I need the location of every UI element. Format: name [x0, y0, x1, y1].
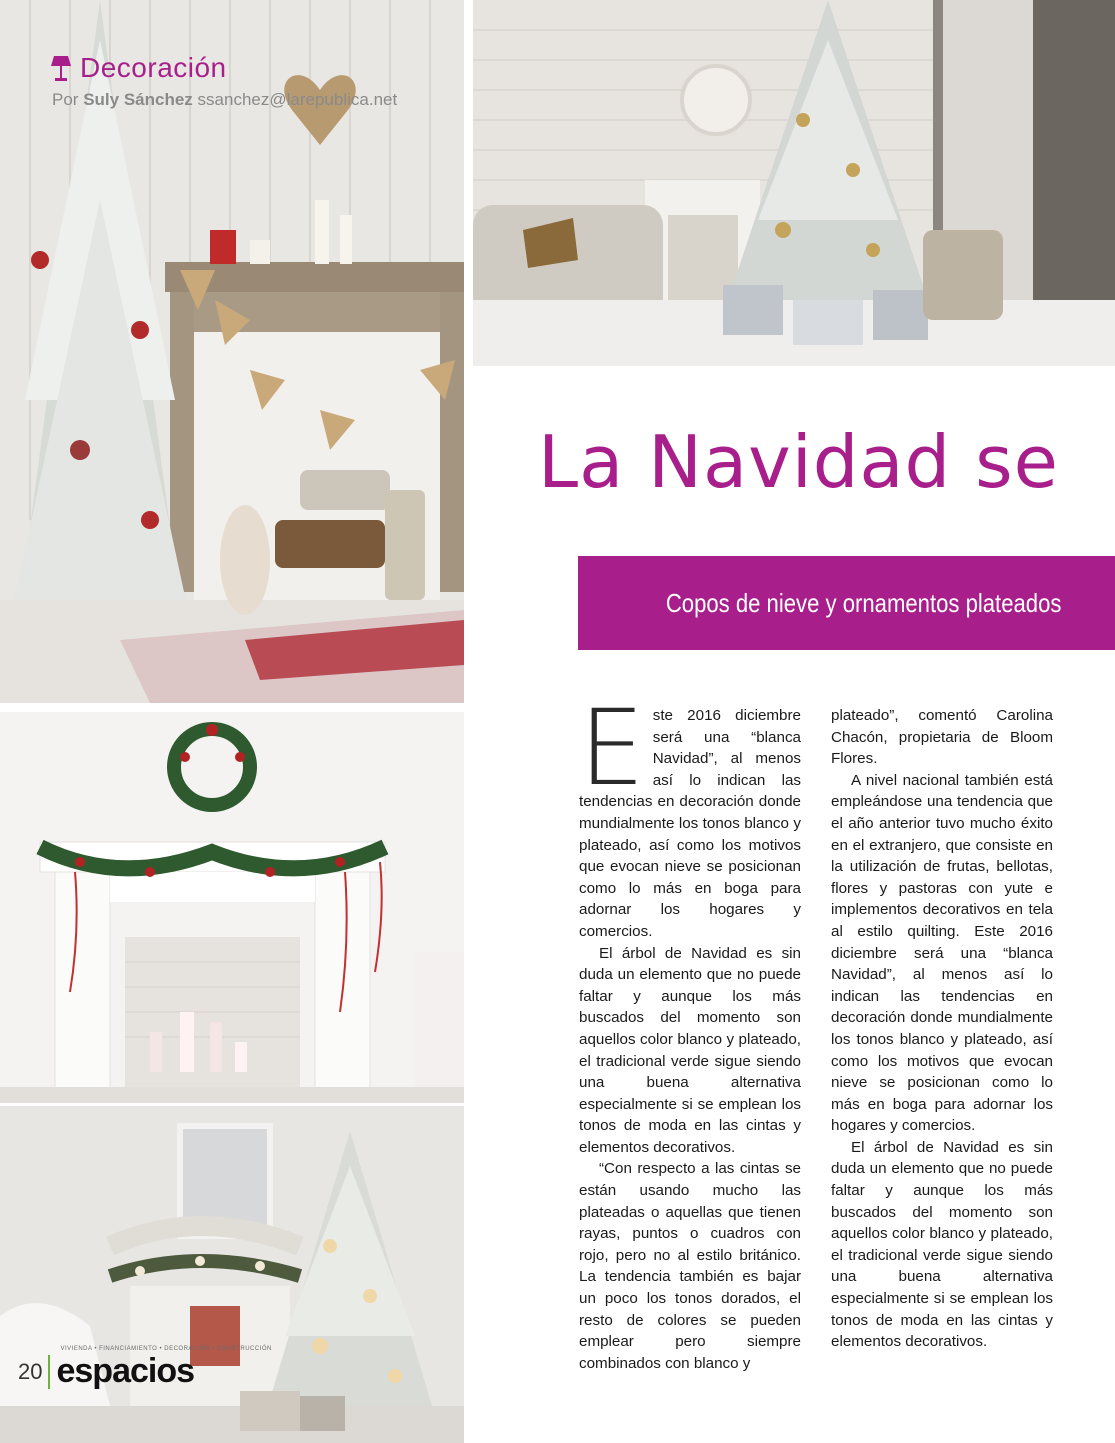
subtitle-bar	[578, 556, 1115, 650]
footer-divider	[48, 1355, 50, 1389]
section-header	[50, 52, 227, 84]
article-headline: La Navidad se	[538, 420, 1059, 504]
dropcap: E	[579, 687, 645, 809]
page-footer	[18, 1346, 272, 1391]
paragraph: A nivel nacional también está empleándose una tendencia que el año anterior tuvo mucho éxito en el extranjero, que consiste en la utilización de frutas, bellotas, flores y pastoras con yute e implementos decorativos en tela al estilo quilting. Este 2016 diciembre será una “blanca Navidad”, al menos así lo indican las tendencias en decoración donde mundialmente los tonos blanco y plateado, así como los motivos que evocan nieve se posicionan como lo más en boga para adornar los hogares y comercios.	[831, 771, 1053, 1135]
article-column-1	[579, 687, 801, 1374]
article-column-2	[831, 705, 1053, 1353]
photo-fireplace-wreath-garland	[0, 712, 464, 1103]
paragraph: plateado”, comentó Carolina Chacón, propietaria de Bloom Flores.	[831, 707, 1053, 768]
author-email[interactable]: ssanchez@larepublica.net	[197, 90, 398, 109]
paragraph: El árbol de Navidad es sin duda un elemento que no puede faltar y aunque los más buscados del momento son aquellos color blanco y plateado, el tradicional verde sigue siendo una buena alternativa especialmente si se emplean los tonos de moda en las cintas y elementos decorativos.	[831, 1138, 1053, 1351]
paragraph: El árbol de Navidad es sin duda un elemento que no puede faltar y aunque los más buscados del momento son aquellos color blanco y plateado, el tradicional verde sigue siendo una buena alternativa especialmente si se emplean los tonos de moda en las cintas y elementos decorativos.	[579, 944, 801, 1156]
brand-logo	[56, 1346, 272, 1391]
paragraph: “Con respecto a las cintas se están usando mucho las plateadas o aquellas que tienen rayas, puntos o cuadros con rojo, pero no al estilo británico. La tendencia también es bajar un poco los tonos dorados, el resto de colores se pueden emplear pero siempre combinados con blanco y	[579, 1160, 801, 1372]
photo-white-room-tree	[0, 1106, 464, 1443]
brand-name: espacios	[56, 1352, 195, 1390]
photo-living-room-white-tree	[473, 0, 1115, 366]
paragraph: Este 2016 diciembre será una “blanca Navidad”, al menos así lo indican las tendencias en decoración donde mundialmente los tonos blanco y plateado, así como los motivos que evocan nieve se posicionan como lo más en boga para adornar los hogares y comercios.	[579, 687, 801, 940]
byline	[52, 90, 397, 110]
section-title: Decoración	[80, 52, 227, 83]
brand-tagline: VIVIENDA • FINANCIAMIENTO • DECORACIÓN • CONSTRUCCIÓN	[60, 1346, 272, 1352]
lamp-icon	[50, 54, 72, 82]
author-name: Suly Sánchez	[83, 90, 193, 109]
byline-prefix: Por	[52, 90, 79, 109]
article-subtitle: Copos de nieve y ornamentos plateados	[665, 587, 1061, 618]
page-number: 20	[18, 1358, 43, 1384]
